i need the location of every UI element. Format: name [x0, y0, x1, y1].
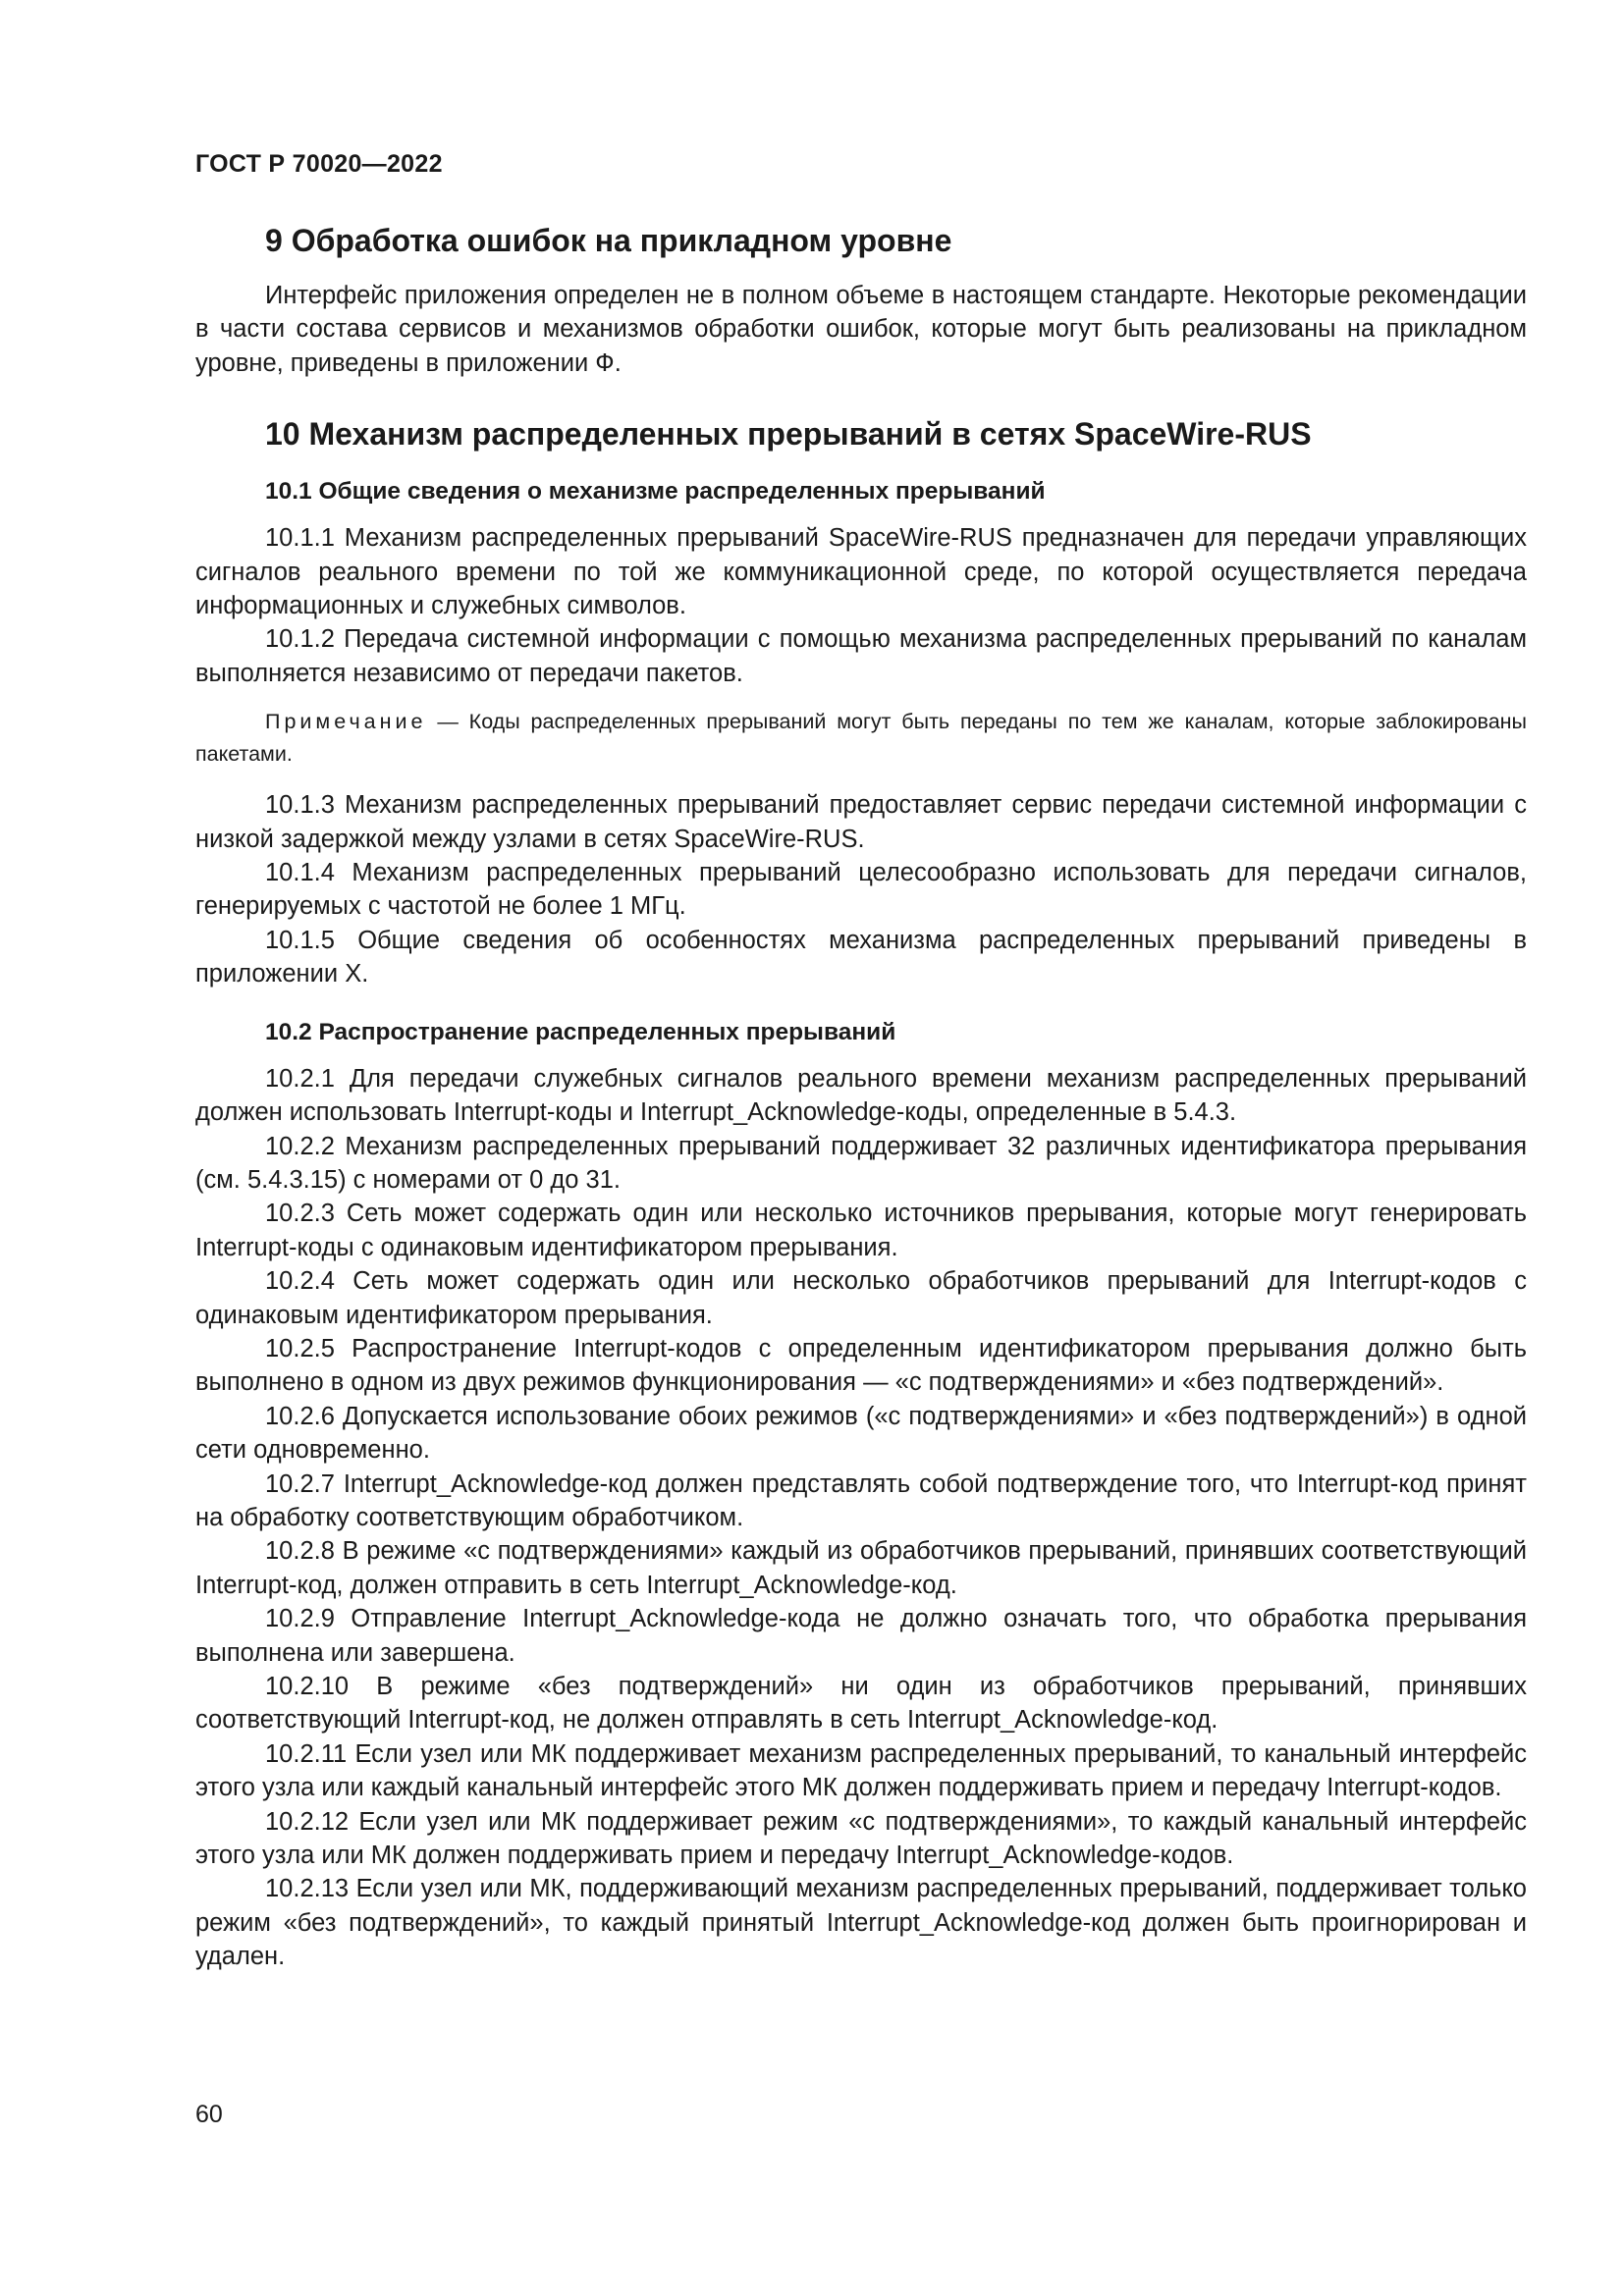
paragraph-10-2-10: 10.2.10 В режиме «без подтверждений» ни один из обработчиков прерываний, принявших соответствующий Interrupt-код, не должен отправлять в сеть Interrupt_Acknowledge-код. [195, 1673, 1527, 1735]
paragraph-10-1-2: 10.1.2 Передача системной информации с помощью механизма распределенных прерываний по каналам выполняется независимо от передачи пакетов. [195, 625, 1527, 687]
paragraph-10-2-11: 10.2.11 Если узел или МК поддерживает механизм распределенных прерываний, то канальный интерфейс этого узла или каждый канальный интерфейс этого МК должен поддерживать прием и передачу Interrupt-кодов. [195, 1739, 1527, 1802]
paragraph-10-2-3: 10.2.3 Сеть может содержать один или несколько источников прерывания, которые могут генерировать Interrupt-коды с одинаковым идентификатором прерывания. [195, 1200, 1527, 1261]
paragraph-10-2-5: 10.2.5 Распространение Interrupt-кодов с определенным идентификатором прерывания должно быть выполнено в одном из двух режимов функционирования — «с подтверждениями» и «без подтверждений». [195, 1334, 1527, 1397]
paragraph-10-2-4: 10.2.4 Сеть может содержать один или несколько обработчиков прерываний для Interrupt-кодов с одинаковым идентификатором прерывания. [195, 1267, 1527, 1329]
paragraph-10-2-1: 10.2.1 Для передачи служебных сигналов реального времени механизм распределенных прерываний должен использовать Interrupt-коды и Interrupt_Acknowledge-коды, определенные в 5.4.3. [195, 1064, 1527, 1127]
section-9-paragraph: Интерфейс приложения определен не в полном объеме в настоящем стандарте. Некоторые рекомендации в части состава сервисов и механизмов обработки ошибок, которые могут быть реализованы на прикладном уровне, приведены в приложении Ф. [195, 282, 1527, 377]
subsection-10-1-title: 10.1 Общие сведения о механизме распределенных прерываний [265, 478, 1046, 506]
page-number: 60 [195, 2101, 223, 2128]
paragraph-10-2-7: 10.2.7 Interrupt_Acknowledge-код должен представлять собой подтверждение того, что Interrupt-код принят на обработку соответствующим обработчиком. [195, 1469, 1527, 1531]
paragraph-10-2-2: 10.2.2 Механизм распределенных прерываний поддерживает 32 различных идентификатора прерывания (см. 5.4.3.15) с номерами от 0 до 31. [195, 1132, 1527, 1194]
paragraph-10-2-6: 10.2.6 Допускается использование обоих режимов («с подтверждениями» и «без подтверждений») в одной сети одновременно. [195, 1402, 1527, 1465]
note-label: Примечание [265, 710, 427, 734]
paragraph-10-1-4: 10.1.4 Механизм распределенных прерываний целесообразно использовать для передачи сигналов, генерируемых с частотой не более 1 МГц. [195, 859, 1527, 921]
paragraph-10-1-5: 10.1.5 Общие сведения об особенностях механизма распределенных прерываний приведены в приложении Х. [195, 926, 1527, 988]
section-10-title: 10 Механизм распределенных прерываний в сетях SpaceWire-RUS [265, 416, 1312, 453]
document-body [195, 218, 1527, 1974]
section-9-title: 9 Обработка ошибок на прикладном уровне [265, 223, 952, 258]
subsection-10-2-title: 10.2 Распространение распределенных прерываний [265, 1018, 896, 1045]
paragraph-10-2-9: 10.2.9 Отправление Interrupt_Acknowledge-кода не должно означать того, что обработка прерывания выполнена или завершена. [195, 1605, 1527, 1667]
note [195, 706, 1527, 771]
paragraph-10-1-1: 10.1.1 Механизм распределенных прерываний SpaceWire-RUS предназначен для передачи управляющих сигналов реального времени по той же коммуникационной среде, по которой осуществляется передача информационных и служебных символов. [195, 524, 1527, 620]
paragraph-10-2-12: 10.2.12 Если узел или МК поддерживает режим «с подтверждениями», то каждый канальный интерфейс этого узла или МК должен поддерживать прием и передачу Interrupt_Acknowledge-кодов. [195, 1807, 1527, 1870]
document-code: ГОСТ Р 70020—2022 [195, 150, 443, 178]
paragraph-10-2-13: 10.2.13 Если узел или МК, поддерживающий механизм распределенных прерываний, поддерживает только режим «без подтверждений», то каждый принятый Interrupt_Acknowledge-код должен быть проигнорирован и удален. [195, 1875, 1527, 1971]
note-text: — Коды распределенных прерываний могут быть переданы по тем же каналам, которые заблокированы пакетами. [195, 710, 1527, 767]
paragraph-10-2-8: 10.2.8 В режиме «с подтверждениями» каждый из обработчиков прерываний, принявших соответствующий Interrupt-код, должен отправить в сеть Interrupt_Acknowledge-код. [195, 1537, 1527, 1599]
paragraph-10-1-3: 10.1.3 Механизм распределенных прерываний предоставляет сервис передачи системной информации с низкой задержкой между узлами в сетях SpaceWire-RUS. [195, 791, 1527, 853]
